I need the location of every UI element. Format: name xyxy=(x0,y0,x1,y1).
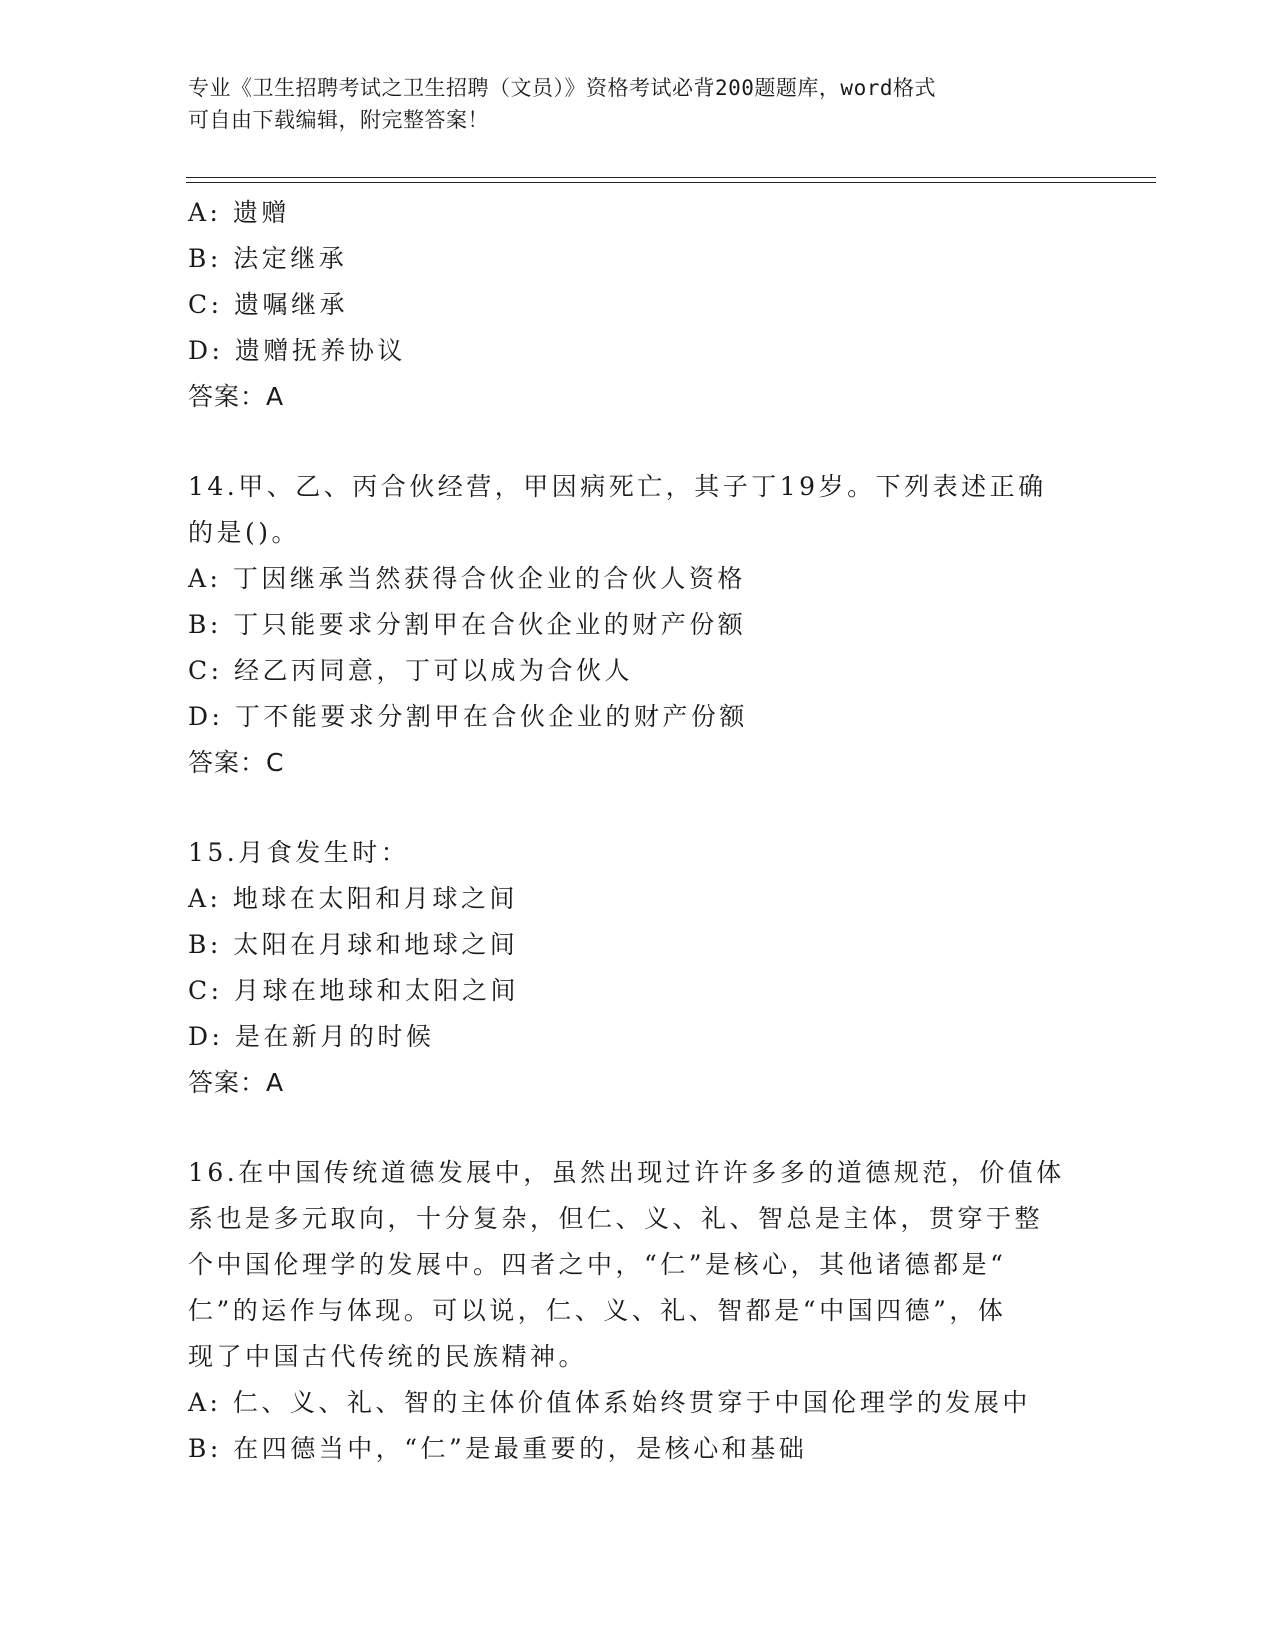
question-stem-line: 的是()。 xyxy=(188,518,301,547)
answer-line: 答案：A xyxy=(188,1068,285,1097)
question-15 xyxy=(188,830,1088,1106)
option-a: A: 仁、义、礼、智的主体价值体系始终贯穿于中国伦理学的发展中 xyxy=(188,1388,1031,1417)
question-stem-line: 现了中国古代传统的民族精神。 xyxy=(188,1342,588,1371)
question-spacer xyxy=(188,786,1088,830)
option-d: D: 遗赠抚养协议 xyxy=(188,336,406,365)
question-spacer xyxy=(188,1106,1088,1150)
option-a: A: 丁因继承当然获得合伙企业的合伙人资格 xyxy=(188,564,746,593)
question-14 xyxy=(188,464,1088,786)
option-a: A: 地球在太阳和月球之间 xyxy=(188,884,518,913)
question-stem-line: 15.月食发生时： xyxy=(188,838,410,867)
option-c: C: 经乙丙同意，丁可以成为合伙人 xyxy=(188,656,633,685)
header-rule-bottom xyxy=(186,182,1156,183)
option-b: B: 在四德当中，“仁”是最重要的，是核心和基础 xyxy=(188,1434,808,1463)
option-d: D: 丁不能要求分割甲在合伙企业的财产份额 xyxy=(188,702,748,731)
option-a: A: 遗赠 xyxy=(188,198,290,227)
header-title-line-1: 专业《卫生招聘考试之卫生招聘（文员）》资格考试必背200题题库，word格式 xyxy=(188,76,936,100)
question-stem-line: 个中国伦理学的发展中。四者之中，“仁”是核心，其他诸德都是“ xyxy=(188,1250,1007,1279)
question-16 xyxy=(188,1150,1088,1472)
answer-line: 答案：A xyxy=(188,382,285,411)
question-stem-line: 仁”的运作与体现。可以说，仁、义、礼、智都是“中国四德”，体 xyxy=(188,1296,1007,1325)
option-b: B: 丁只能要求分割甲在合伙企业的财产份额 xyxy=(188,610,747,639)
question-stem-line: 系也是多元取向，十分复杂，但仁、义、礼、智总是主体，贯穿于整 xyxy=(188,1204,1044,1233)
page-header xyxy=(188,72,1088,136)
option-c: C: 遗嘱继承 xyxy=(188,290,348,319)
question-stem-line: 16.在中国传统道德发展中，虽然出现过许许多多的道德规范，价值体 xyxy=(188,1158,1065,1187)
question-13 xyxy=(188,190,1088,420)
option-b: B: 法定继承 xyxy=(188,244,348,273)
question-spacer xyxy=(188,420,1088,464)
question-stem-line: 14.甲、乙、丙合伙经营，甲因病死亡，其子丁19岁。下列表述正确 xyxy=(188,472,1047,501)
option-d: D: 是在新月的时候 xyxy=(188,1022,435,1051)
answer-line: 答案：C xyxy=(188,748,285,777)
document-content xyxy=(188,190,1088,1472)
option-c: C: 月球在地球和太阳之间 xyxy=(188,976,519,1005)
header-rule-top xyxy=(186,177,1156,178)
header-title-line-2: 可自由下载编辑，附完整答案！ xyxy=(188,108,489,132)
option-b: B: 太阳在月球和地球之间 xyxy=(188,930,519,959)
